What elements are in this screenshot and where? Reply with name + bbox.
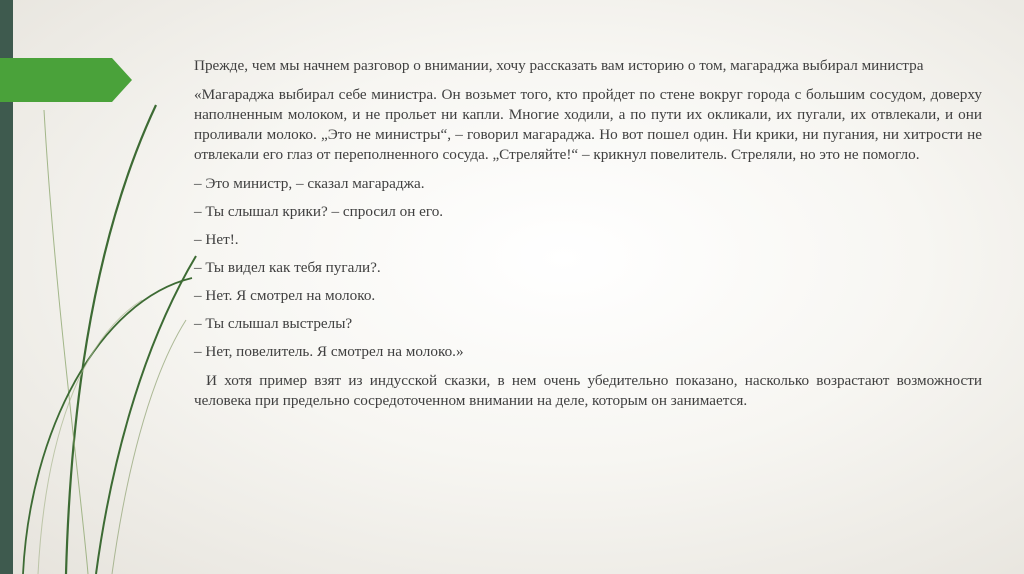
- green-arrow-marker-icon: [0, 58, 132, 102]
- dialogue-line: – Нет. Я смотрел на молоко.: [194, 287, 376, 304]
- curve-line: [96, 256, 196, 574]
- intro-paragraph: Прежде, чем мы начнем разговор о внимании, хочу рассказать вам историю о том, магараджа выбирал министра: [194, 57, 924, 74]
- curve-line: [38, 300, 142, 574]
- curve-line: [66, 105, 156, 574]
- conclusion-paragraph: И хотя пример взят из индусской сказки, в нем очень убедительно показано, насколько возрастают возможности человека при предельно сосредоточенном внимании на деле, которым он занимается.: [194, 372, 982, 409]
- dialogue-line: – Нет, повелитель. Я смотрел на молоко.»: [194, 343, 464, 360]
- story-paragraph: «Магараджа выбирал себе министра. Он возьмет того, кто пройдет по стене вокруг города с большим сосудом, доверху наполненным молоком, и не прольет ни капли. Многие ходили, а по пути их окликали, их пугали, их отвлекали, и они проливали молоко. „Это не министры“, – говорил магараджа. Но вот пошел один. Ни крики, ни пугания, ни хитрости не отвлекали его глаз от переполненного сосуда. „Стреляйте!“ – крикнул повелитель. Стреляли, но это не помогло.: [194, 86, 982, 163]
- dialogue-line: – Это министр, – сказал магараджа.: [194, 175, 425, 192]
- dialogue-line: – Ты слышал крики? – спросил он его.: [194, 203, 444, 220]
- curve-line: [44, 110, 88, 574]
- dialogue-line: – Нет!.: [194, 231, 239, 248]
- dialogue-line: – Ты видел как тебя пугали?.: [194, 259, 381, 276]
- curve-line: [112, 320, 186, 574]
- curve-line: [23, 278, 192, 574]
- slide-text: [194, 56, 982, 411]
- dialogue-line: – Ты слышал выстрелы?: [194, 315, 353, 332]
